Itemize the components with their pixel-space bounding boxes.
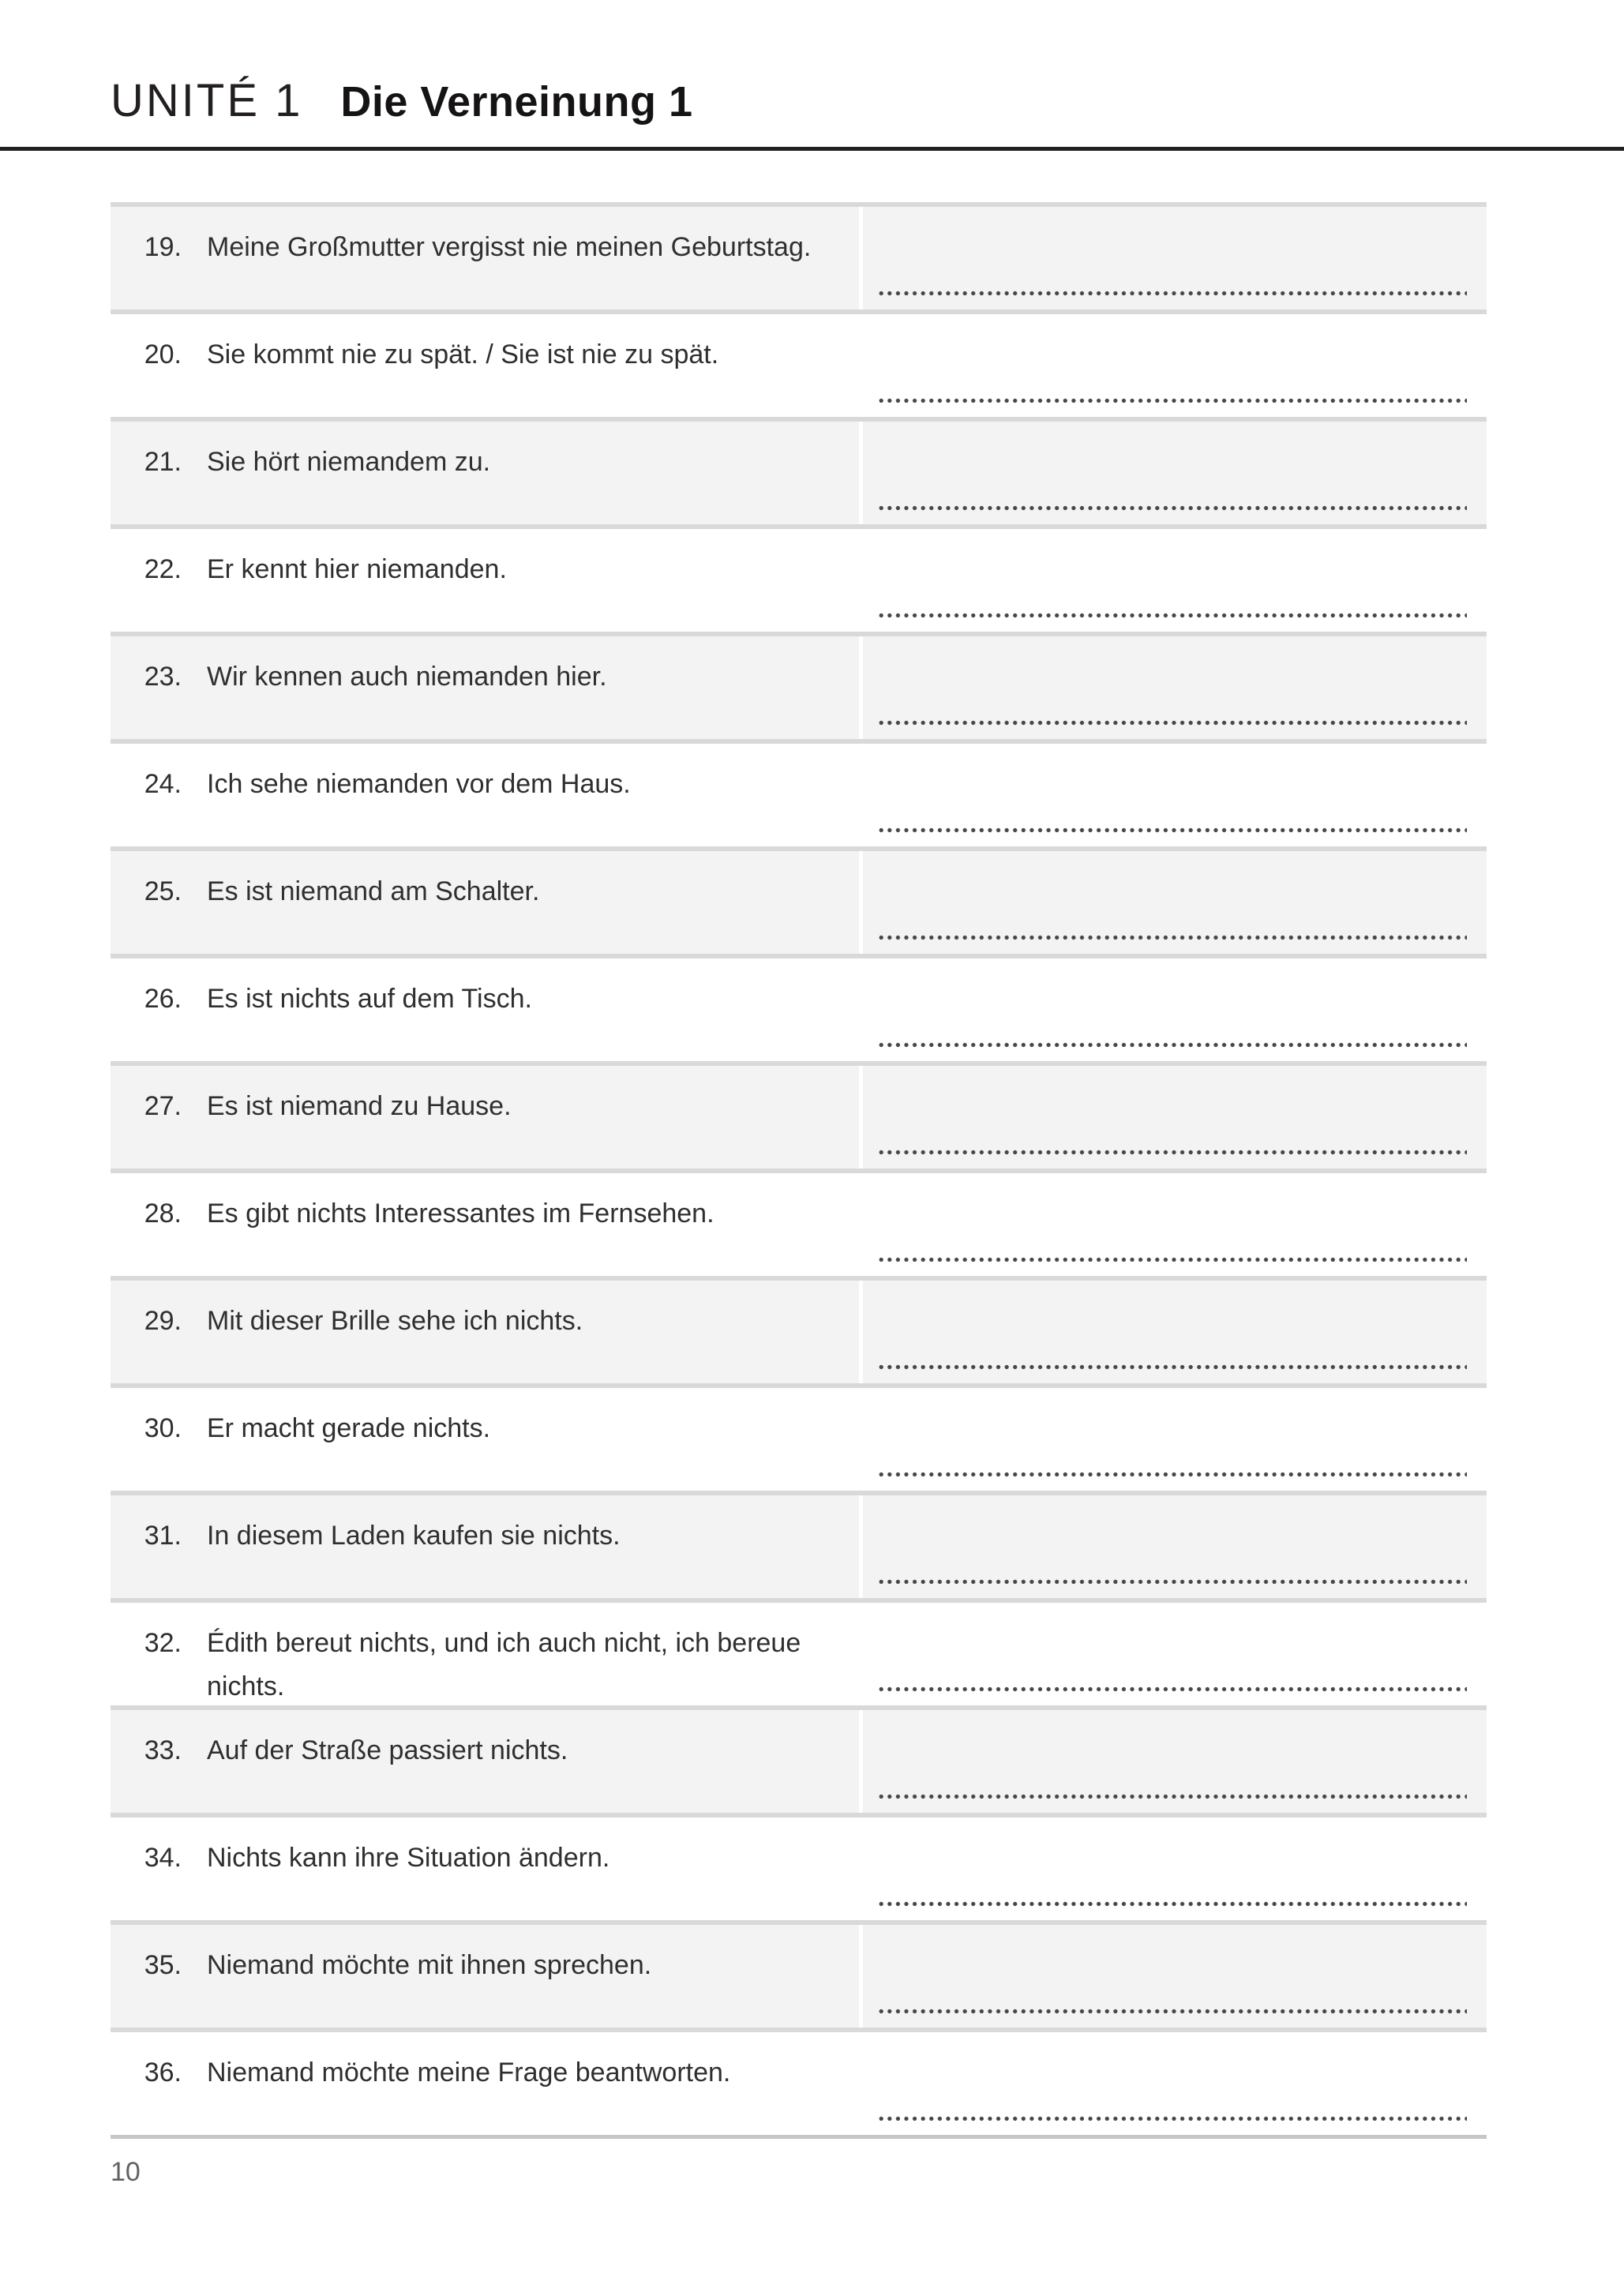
answer-dotted-line [879, 2009, 1467, 2014]
item-number: 19. [144, 232, 182, 262]
item-number: 22. [144, 554, 182, 584]
answer-dotted-line [879, 1794, 1467, 1799]
table-row [111, 1066, 1487, 1169]
answer-cell [863, 1066, 1487, 1169]
item-sentence: Édith bereut nichts, und ich auch nicht, ich bereue nichts. [207, 1628, 801, 1702]
answer-cell [863, 958, 1487, 1061]
answer-dotted-line [879, 291, 1467, 296]
sentence-cell [111, 1925, 859, 2028]
answer-cell [863, 1173, 1487, 1276]
table-row [111, 1173, 1487, 1276]
table-row [111, 1281, 1487, 1383]
item-sentence: Ich sehe niemanden vor dem Haus. [207, 769, 631, 799]
answer-cell [863, 1388, 1487, 1491]
table-row [111, 1388, 1487, 1491]
table-row [111, 1817, 1487, 1920]
item-sentence: Niemand möchte meine Frage beantworten. [207, 2058, 731, 2088]
answer-dotted-line [879, 1901, 1467, 1907]
item-number: 28. [144, 1199, 182, 1229]
sentence-cell [111, 958, 859, 1061]
footer-divider [111, 2135, 1487, 2139]
answer-cell [863, 529, 1487, 632]
answer-cell [863, 744, 1487, 846]
table-row [111, 1603, 1487, 1705]
answer-dotted-line [879, 1150, 1467, 1155]
item-sentence: Sie kommt nie zu spät. / Sie ist nie zu spät. [207, 339, 719, 369]
sentence-cell [111, 2032, 859, 2135]
table-row [111, 1495, 1487, 1598]
table-row [111, 1925, 1487, 2028]
page-number: 10 [111, 2157, 141, 2187]
table-row [111, 422, 1487, 524]
header-divider [0, 147, 1624, 151]
section-title: Die Verneinung 1 [340, 78, 693, 126]
item-sentence: Auf der Straße passiert nichts. [207, 1735, 568, 1765]
item-number: 26. [144, 984, 182, 1014]
sentence-cell [111, 851, 859, 954]
item-sentence: Wir kennen auch niemanden hier. [207, 662, 607, 692]
answer-dotted-line [879, 1686, 1467, 1692]
item-sentence: Es ist nichts auf dem Tisch. [207, 984, 532, 1014]
answer-dotted-line [879, 398, 1467, 403]
item-sentence: Es ist niemand am Schalter. [207, 876, 540, 906]
exercise-table [111, 202, 1487, 2135]
answer-dotted-line [879, 720, 1467, 726]
item-number: 20. [144, 339, 182, 369]
sentence-cell [111, 1495, 859, 1598]
item-number: 24. [144, 769, 182, 799]
sentence-cell [111, 1710, 859, 1813]
answer-dotted-line [879, 1472, 1467, 1477]
item-number: 36. [144, 2058, 182, 2088]
answer-cell [863, 1925, 1487, 2028]
answer-dotted-line [879, 613, 1467, 618]
answer-dotted-line [879, 1579, 1467, 1585]
table-row [111, 744, 1487, 846]
item-sentence: Er macht gerade nichts. [207, 1413, 491, 1443]
sentence-cell [111, 1173, 859, 1276]
answer-cell [863, 1603, 1487, 1705]
item-sentence: In diesem Laden kaufen sie nichts. [207, 1521, 621, 1551]
item-sentence: Er kennt hier niemanden. [207, 554, 507, 584]
item-sentence: Sie hört niemandem zu. [207, 447, 491, 477]
item-number: 31. [144, 1521, 182, 1551]
item-number: 27. [144, 1091, 182, 1121]
answer-dotted-line [879, 2116, 1467, 2121]
item-sentence: Niemand möchte mit ihnen sprechen. [207, 1950, 652, 1980]
table-row [111, 207, 1487, 309]
sentence-cell [111, 529, 859, 632]
answer-cell [863, 1710, 1487, 1813]
item-number: 35. [144, 1950, 182, 1980]
table-row [111, 636, 1487, 739]
page-header [111, 74, 693, 127]
item-number: 30. [144, 1413, 182, 1443]
unit-label: UNITÉ 1 [111, 75, 303, 126]
sentence-cell [111, 744, 859, 846]
answer-dotted-line [879, 1364, 1467, 1370]
sentence-cell [111, 314, 859, 417]
table-row [111, 958, 1487, 1061]
item-number: 23. [144, 662, 182, 692]
table-row [111, 314, 1487, 417]
item-sentence: Es ist niemand zu Hause. [207, 1091, 512, 1121]
answer-cell [863, 422, 1487, 524]
item-sentence: Es gibt nichts Interessantes im Fernsehen. [207, 1199, 714, 1229]
answer-cell [863, 851, 1487, 954]
sentence-cell [111, 1388, 859, 1491]
item-number: 25. [144, 876, 182, 906]
item-number: 34. [144, 1843, 182, 1873]
sentence-cell [111, 422, 859, 524]
sentence-cell [111, 1281, 859, 1383]
item-sentence: Mit dieser Brille sehe ich nichts. [207, 1306, 583, 1336]
answer-cell [863, 1281, 1487, 1383]
item-number: 32. [144, 1628, 182, 1658]
answer-dotted-line [879, 935, 1467, 940]
sentence-cell [111, 636, 859, 739]
table-row [111, 851, 1487, 954]
item-sentence: Meine Großmutter vergisst nie meinen Geburtstag. [207, 232, 812, 262]
sentence-cell [111, 1817, 859, 1920]
answer-cell [863, 207, 1487, 309]
item-number: 29. [144, 1306, 182, 1336]
answer-dotted-line [879, 505, 1467, 511]
answer-dotted-line [879, 1042, 1467, 1048]
sentence-cell [111, 207, 859, 309]
item-number: 33. [144, 1735, 182, 1765]
answer-cell [863, 2032, 1487, 2135]
sentence-cell [111, 1603, 859, 1705]
table-row [111, 1710, 1487, 1813]
table-row [111, 2032, 1487, 2135]
answer-dotted-line [879, 827, 1467, 833]
answer-cell [863, 1817, 1487, 1920]
item-sentence: Nichts kann ihre Situation ändern. [207, 1843, 610, 1873]
answer-dotted-line [879, 1257, 1467, 1262]
answer-cell [863, 1495, 1487, 1598]
answer-cell [863, 314, 1487, 417]
item-number: 21. [144, 447, 182, 477]
answer-cell [863, 636, 1487, 739]
sentence-cell [111, 1066, 859, 1169]
table-row [111, 529, 1487, 632]
